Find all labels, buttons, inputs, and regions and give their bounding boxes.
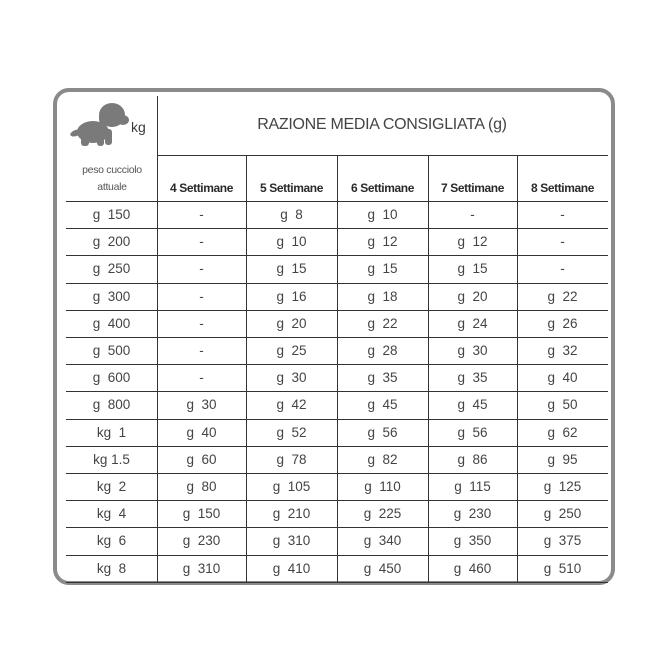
ration-cell: g 210: [272, 506, 311, 522]
row-divider: [66, 582, 608, 583]
weight-cell: kg 2: [96, 479, 127, 494]
ration-cell: g 16: [276, 288, 307, 304]
ration-cell: g 25: [276, 343, 307, 358]
ration-cell: g 20: [276, 315, 307, 331]
ration-cell: g 15: [457, 261, 488, 277]
ration-cell: -: [560, 234, 565, 250]
ration-cell: g 250: [543, 506, 582, 522]
column-header: 5 Settimane: [260, 181, 323, 195]
ration-cell: g 310: [272, 533, 311, 549]
weight-label-line1: peso cucciolo: [82, 164, 142, 176]
ration-cell: g 10: [276, 234, 307, 250]
weight-cell: kg 1.5: [93, 451, 130, 467]
ration-cell: g 86: [457, 451, 488, 467]
weight-cell: g 250: [92, 261, 131, 277]
ration-cell: g 60: [186, 451, 217, 467]
ration-cell: g 410: [272, 560, 311, 576]
weight-column-label: [66, 162, 158, 196]
ration-cell: -: [199, 207, 204, 222]
ration-cell: g 45: [367, 397, 398, 413]
ration-cell: g 460: [453, 560, 492, 576]
ration-cell: g 230: [453, 506, 492, 522]
weight-cell: kg 4: [96, 506, 127, 522]
ration-cell: g 110: [364, 479, 401, 494]
ration-cell: g 40: [547, 370, 578, 386]
ration-cell: g 30: [457, 343, 488, 358]
ration-cell: g 30: [276, 370, 307, 386]
ration-cell: g 15: [367, 261, 398, 277]
ration-cell: -: [199, 288, 204, 304]
weight-cell: kg 8: [96, 560, 127, 576]
ration-cell: -: [199, 315, 204, 331]
ration-cell: -: [560, 261, 565, 277]
ration-cell: g 225: [363, 506, 402, 522]
ration-cell: g 8: [280, 207, 303, 222]
ration-cell: g 20: [457, 288, 488, 304]
ration-cell: g 15: [276, 261, 307, 277]
ration-cell: g 56: [457, 424, 488, 440]
ration-cell: g 115: [454, 479, 491, 494]
ration-cell: g 82: [367, 451, 398, 467]
ration-cell: g 125: [543, 479, 582, 494]
ration-cell: g 24: [457, 315, 488, 331]
ration-cell: g 42: [276, 397, 307, 413]
ration-cell: g 26: [547, 315, 578, 331]
weight-cell: kg 1: [96, 424, 127, 440]
ration-cell: -: [199, 261, 204, 277]
ration-cell: g 45: [457, 397, 488, 413]
ration-cell: -: [470, 207, 475, 222]
ration-cell: g 35: [367, 370, 398, 386]
title-divider: [157, 155, 608, 156]
ration-cell: g 510: [543, 560, 582, 576]
ration-cell: -: [199, 343, 204, 358]
column-header: 8 Settimane: [531, 181, 594, 195]
ration-cell: g 12: [457, 234, 488, 250]
weight-cell: kg 6: [96, 533, 127, 549]
ration-cell: g 30: [186, 397, 217, 413]
ration-cell: g 40: [186, 424, 217, 440]
ration-cell: g 35: [457, 370, 488, 386]
column-header: 6 Settimane: [351, 181, 414, 195]
ration-cell: g 350: [453, 533, 492, 549]
ration-cell: g 28: [367, 343, 398, 358]
ration-cell: g 80: [186, 479, 217, 494]
weight-cell: g 800: [92, 397, 131, 413]
weight-label-line2: attuale: [97, 181, 127, 193]
ration-cell: g 56: [367, 424, 398, 440]
weight-cell: g 500: [92, 343, 131, 358]
weight-cell: g 600: [92, 370, 131, 386]
ration-cell: g 310: [182, 560, 221, 576]
column-header: 7 Settimane: [441, 181, 504, 195]
weight-cell: g 150: [92, 207, 131, 222]
ration-cell: g 105: [272, 479, 311, 494]
ration-cell: g 230: [182, 533, 221, 549]
table-title: RAZIONE MEDIA CONSIGLIATA (g): [257, 116, 507, 133]
column-header: 4 Settimane: [170, 181, 233, 195]
ration-cell: g 50: [547, 397, 578, 413]
weight-cell: g 400: [92, 315, 131, 331]
puppy-silhouette-icon: [69, 99, 131, 149]
weight-cell: g 200: [92, 234, 131, 250]
ration-cell: g 32: [547, 343, 578, 358]
ration-cell: g 78: [276, 451, 307, 467]
ration-cell: g 95: [547, 451, 578, 467]
ration-cell: g 150: [182, 506, 221, 522]
ration-cell: g 18: [367, 288, 398, 304]
ration-cell: g 62: [547, 424, 578, 440]
ration-cell: -: [199, 234, 204, 250]
ration-cell: g 450: [363, 560, 402, 576]
ration-cell: g 375: [543, 533, 582, 549]
ration-cell: g 12: [367, 234, 398, 250]
ration-cell: g 22: [367, 315, 398, 331]
ration-cell: g 10: [367, 207, 398, 222]
unit-label: kg: [131, 119, 146, 135]
ration-cell: -: [199, 370, 204, 386]
weight-cell: g 300: [92, 288, 131, 304]
ration-cell: g 22: [547, 288, 578, 304]
ration-cell: g 52: [276, 424, 307, 440]
ration-cell: -: [560, 207, 565, 222]
ration-cell: g 340: [363, 533, 402, 549]
